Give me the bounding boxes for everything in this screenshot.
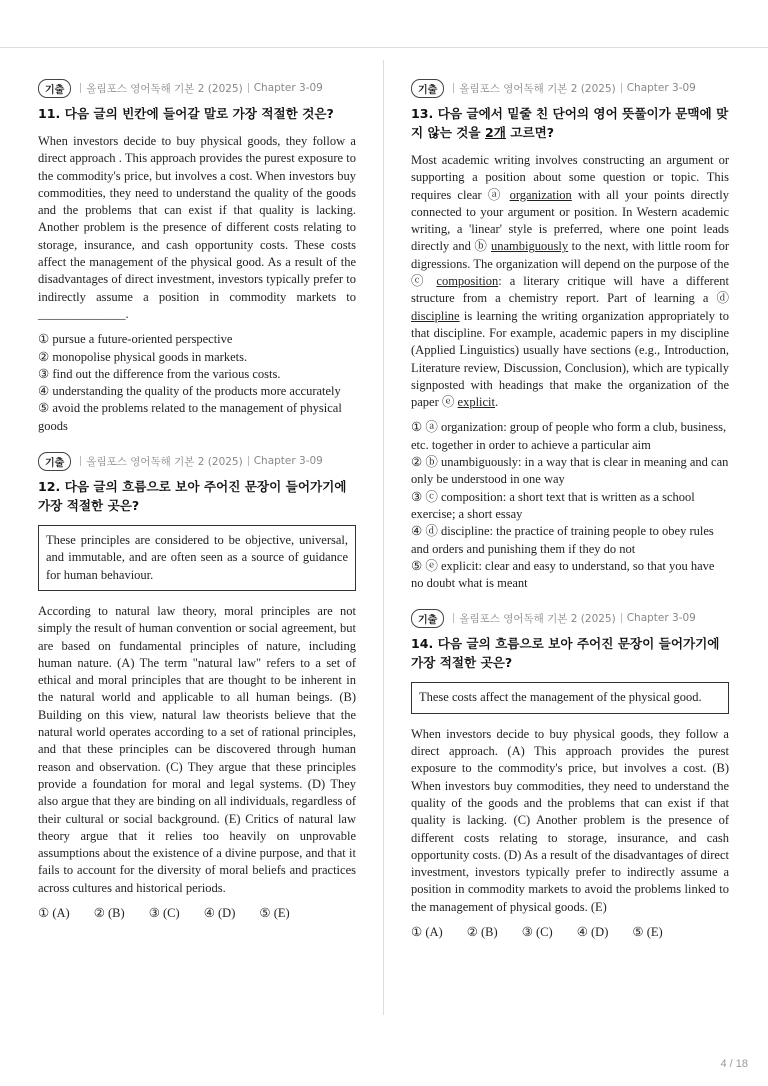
choice-3[interactable]: ③ (C) <box>521 924 553 939</box>
source-label: 올림포스 영어독해 기본 2 (2025) <box>86 455 243 468</box>
question-meta <box>411 608 729 628</box>
meta-separator <box>80 456 81 466</box>
answer-choices <box>38 331 356 435</box>
underlined-word-a: organization <box>509 187 572 202</box>
passage-text: Most academic writing involves constructing an argument or supporting a position about some question or topic. This requires clear ⓐ <box>411 153 729 202</box>
question-meta <box>411 78 729 98</box>
right-column <box>411 78 729 956</box>
meta-separator <box>248 83 249 93</box>
exam-tag: 기출 <box>411 79 444 98</box>
choice-2[interactable]: ② (B) <box>466 924 498 939</box>
answer-choices <box>38 905 356 921</box>
question-13 <box>411 78 729 592</box>
answer-choices <box>411 419 729 592</box>
exam-tag: 기출 <box>38 452 71 471</box>
meta-separator <box>621 613 622 623</box>
answer-choices <box>411 924 729 940</box>
choice-4[interactable]: ④ understanding the quality of the products more accurately <box>38 384 341 399</box>
given-sentence-box: These costs affect the management of the physical good. <box>411 682 729 713</box>
question-passage: According to natural law theory, moral principles are not simply the result of human convention or social agreement, but are based on fundamental principles of nature, including human nature. (A) The term "natural law" refers to a set of ethical and moral principles that are thought to be inherent in the natural world and applicable to all human beings. (B) Building on this view, natural law theorists believe that the natural world operates according to a set of rational principles, and that these principles can be discovered through human reason and observation. (C) They argue that these principles provide a foundation for moral and legal systems. (D) They also argue that they are binding on all individuals, regardless of their cultural or social background. (E) Critics of natural law theory argue that it relies too heavily on unprovable assumptions about the existence of a divine purpose, and that it fails to account for the diversity of moral beliefs and practices across cultures and historical periods. <box>38 603 356 895</box>
question-passage: When investors decide to buy physical goods, they follow a direct approach . This approach provides the purest exposure to the commodity's price, but involves a cost. When investors buy commodities, they need to understand the quality of the goods and the problems that can exist if that quality is lacking. Another problem is the presence of different costs relating to storage, insurance, and cash opportunity costs. These costs affect the management of the physical good. As a result of the disadvantages of direct investment, investors typically prefer to indirectly assume a position in commodity markets to ______________. <box>38 134 356 321</box>
question-passage: When investors decide to buy physical goods, they follow a direct approach. (A) This approach provides the purest exposure to the commodity's price, but involves a cost. (B) When investors buy commodities, they need to understand the quality of the goods and the problems that can exist if that quality is lacking. (C) Another problem is the presence of different costs relating to storage, insurance, and cash opportunity costs. (D) As a result of the disadvantages of direct investment, investors typically prefer to indirectly assume a position in commodity markets to avoid the problems linked to the management of physical goods. (E) <box>411 726 729 914</box>
choice-2[interactable]: ② ⓑ unambiguously: in a way that is clear in meaning and can only be understood in one way <box>411 455 729 487</box>
choice-2[interactable]: ② monopolise physical goods in markets. <box>38 349 248 364</box>
column-divider <box>383 60 384 1015</box>
chapter-label: Chapter 3-09 <box>253 455 323 468</box>
choice-3[interactable]: ③ find out the difference from the various costs. <box>38 366 281 381</box>
choice-4[interactable]: ④ (D) <box>576 924 609 939</box>
choice-5[interactable]: ⑤ ⓔ explicit: clear and easy to understand, so that you have no doubt what is meant <box>411 558 715 591</box>
question-title: 12. 다음 글의 흐름으로 보아 주어진 문장이 들어가기에 가장 적절한 곳은? <box>38 479 347 514</box>
choice-5[interactable]: ⑤ (E) <box>632 924 663 939</box>
chapter-label: Chapter 3-09 <box>626 82 696 94</box>
choice-1[interactable]: ① pursue a future-oriented perspective <box>38 332 233 347</box>
title-text-end: 고르면? <box>505 125 555 140</box>
question-11 <box>38 78 356 435</box>
choice-3[interactable]: ③ (C) <box>148 905 180 920</box>
question-passage <box>411 152 729 411</box>
choice-1[interactable]: ① (A) <box>38 905 70 920</box>
question-title: 14. 다음 글의 흐름으로 보아 주어진 문장이 들어가기에 가장 적절한 곳은? <box>411 636 720 671</box>
choice-4[interactable]: ④ ⓓ discipline: the practice of training people to obey rules and orders and punishing them if they do not <box>411 524 714 556</box>
source-label: 올림포스 영어독해 기본 2 (2025) <box>459 612 616 625</box>
question-title <box>411 104 729 142</box>
exam-tag: 기출 <box>38 79 71 98</box>
choice-5[interactable]: ⑤ (E) <box>259 905 290 920</box>
meta-separator <box>621 83 622 93</box>
title-text: 13. 다음 글에서 밑줄 친 단어의 영어 뜻풀이가 문맥에 맞지 않는 것을 <box>411 106 729 140</box>
chapter-label: Chapter 3-09 <box>626 612 696 625</box>
question-title: 11. 다음 글의 빈칸에 들어갈 말로 가장 적절한 것은? <box>38 106 334 121</box>
left-column <box>38 78 356 937</box>
meta-separator <box>80 83 81 93</box>
question-14 <box>411 608 729 940</box>
question-12 <box>38 451 356 921</box>
passage-text: with all your points directly connected to your argument or position. In Western academic writing, a 'linear' style is preferred, where one point leads directly and ⓑ <box>411 187 729 254</box>
given-sentence-box: These principles are considered to be objective, universal, and immutable, and are often seen as a source of guidance for human behaviour. <box>38 525 356 591</box>
meta-separator <box>453 613 454 623</box>
source-label: 올림포스 영어독해 기본 2 (2025) <box>459 82 616 95</box>
passage-text: to the next, with little room for digressions. The organization will depend on the purpose of the ⓒ <box>411 239 729 289</box>
question-meta <box>38 451 356 471</box>
chapter-label: Chapter 3-09 <box>253 82 323 94</box>
choice-4[interactable]: ④ (D) <box>203 905 236 920</box>
header-rule <box>0 47 768 48</box>
title-emphasis: 2개 <box>484 125 506 140</box>
passage-text: is learning the writing organization appropriately to that discipline. For example, academic papers in my discipline (Applied Linguistics) usually have sections (e.g., Introduction, Literature review, Discussion, Conclusion), which are typically signposted with headings that make the organization of the paper ⓔ <box>411 308 729 410</box>
choice-3[interactable]: ③ ⓒ composition: a short text that is written as a school exercise; a short essay <box>411 489 695 521</box>
choice-5[interactable]: ⑤ avoid the problems related to the management of physical goods <box>38 401 342 433</box>
page-number: 4 / 18 <box>720 1058 748 1070</box>
question-meta <box>38 78 356 98</box>
choice-1[interactable]: ① ⓐ organization: group of people who form a club, business, etc. together in order to achieve a particular aim <box>411 420 727 452</box>
choice-1[interactable]: ① (A) <box>411 924 443 939</box>
source-label: 올림포스 영어독해 기본 2 (2025) <box>86 82 243 95</box>
meta-separator <box>248 456 249 466</box>
passage-text: . <box>495 395 499 410</box>
exam-tag: 기출 <box>411 609 444 628</box>
underlined-word-b: unambiguously <box>490 239 569 254</box>
underlined-word-c: composition <box>436 274 499 289</box>
underlined-word-e: explicit <box>457 395 496 410</box>
underlined-word-d: discipline <box>411 308 460 323</box>
choice-2[interactable]: ② (B) <box>93 905 125 920</box>
passage-text: : a literary critique will have a different structure from a chemistry report. Part of learning a ⓓ <box>411 274 729 306</box>
meta-separator <box>453 83 454 93</box>
